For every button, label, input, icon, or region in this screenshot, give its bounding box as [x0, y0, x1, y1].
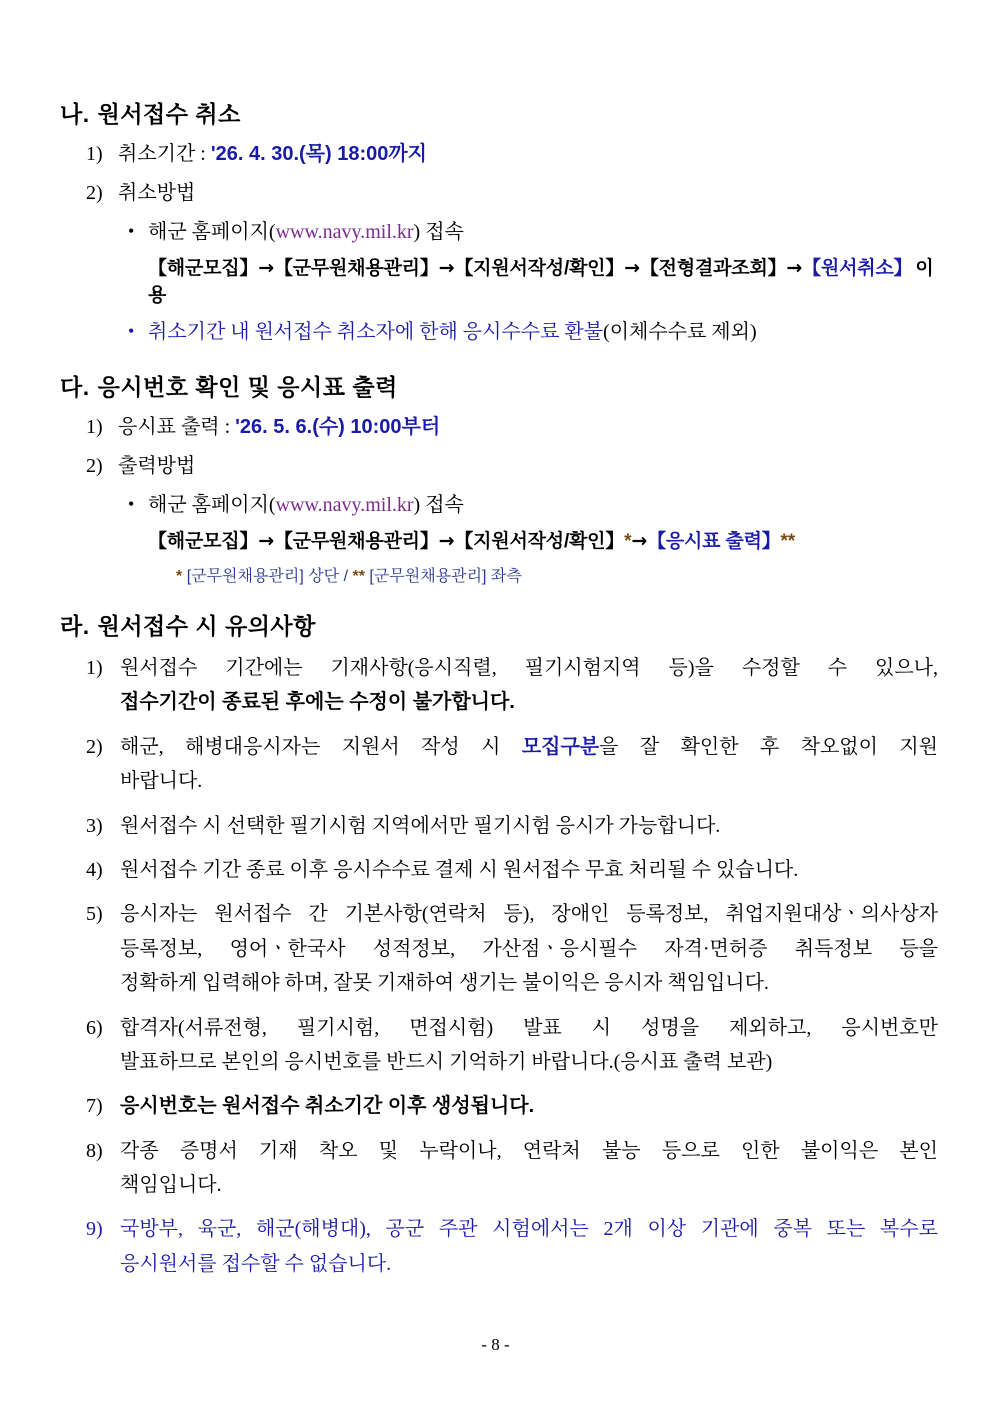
path-step: 【전형결과조회】 [639, 258, 787, 279]
arrow-icon: → [786, 257, 803, 279]
caution-line: 합격자(서류전형, 필기시험, 면접시험) 발표 시 성명을 제외하고, 응시번호만 [120, 1016, 938, 1039]
caution-line: 등록정보, 영어ㆍ한국사 성적정보, 가산점ㆍ응시필수 자격·면허증 취득정보 등을 [120, 937, 938, 960]
list-number: 1) [86, 143, 103, 165]
caution-line: 책임입니다. [120, 1174, 222, 1197]
path-step: 【군무원채용관리】 [273, 258, 439, 279]
footnote-marker-2: ** [780, 531, 795, 552]
navigation-path-ticket [58, 526, 938, 553]
section-title-ra: 원서접수 시 유의사항 [97, 613, 316, 639]
cancel-period-value: '26. 4. 30.(목) 18:00까지 [210, 143, 427, 165]
list-item-da-2 [58, 451, 938, 482]
cancel-period-label: 취소기간 : [118, 143, 211, 165]
caution-item-4 [58, 853, 938, 887]
bullet-dot-icon: • [128, 221, 135, 241]
homepage-pre: 해군 홈페이지( [148, 221, 276, 243]
list-number: 1) [86, 416, 103, 438]
footnote-star-2: ** [352, 568, 365, 585]
path-step-highlight: 【원서취소】 [802, 258, 913, 279]
section-lead-na: 나. [60, 101, 90, 127]
section-heading-ra [58, 608, 938, 641]
navy-homepage-link[interactable]: www.navy.mil.kr [275, 221, 414, 243]
caution-line [120, 730, 938, 764]
caution-body [120, 809, 938, 843]
bullet-dot-icon: • [128, 321, 135, 341]
bullet-dot-icon: • [128, 494, 135, 514]
path-step-highlight: 【응시표 출력】 [647, 531, 781, 552]
caution-body [120, 1011, 938, 1080]
caution-line: 응시원서를 접수할 수 없습니다. [120, 1252, 392, 1275]
list-number: 4) [86, 858, 103, 881]
list-number: 6) [86, 1016, 103, 1039]
caution-line: 바랍니다. [120, 770, 203, 793]
ticket-print-label: 응시표 출력 : [118, 416, 236, 438]
caution-body [120, 1134, 938, 1203]
list-number: 8) [86, 1139, 103, 1162]
caution-body [120, 1089, 938, 1123]
caution-item-9 [58, 1212, 938, 1281]
caution-item-3 [58, 809, 938, 843]
section-title-na: 원서접수 취소 [97, 101, 241, 127]
list-text [118, 139, 938, 170]
footnote-marker-1: * [624, 531, 632, 552]
list-item-na-1 [58, 139, 938, 170]
footnote-star-1: * [176, 568, 183, 585]
caution-line: 원서접수 기간 종료 이후 응시수수료 결제 시 원서접수 무효 처리될 수 있습니다. [120, 858, 799, 881]
caution-line-bold: 접수기간이 종료된 후에는 수정이 불가합니다. [120, 691, 515, 714]
caution-item-1 [58, 651, 938, 720]
caution-line: 각종 증명서 기재 착오 및 누락이나, 연락처 불능 등으로 인한 불이익은 본인 [120, 1139, 938, 1162]
footnote-line [58, 563, 938, 586]
section-heading-na [58, 96, 938, 129]
caution-body [120, 730, 938, 799]
caution-text-pre: 해군, 해병대응시자는 지원서 작성 시 [120, 735, 522, 758]
refund-text: 취소기간 내 원서접수 취소자에 한해 응시수수료 환불 [148, 321, 604, 343]
arrow-icon: → [438, 530, 455, 552]
caution-item-7 [58, 1089, 938, 1123]
path-step: 【지원서작성/확인】 [454, 258, 625, 279]
arrow-icon: → [438, 257, 455, 279]
section-lead-da: 다. [60, 374, 90, 400]
list-item-da-1 [58, 412, 938, 443]
bullet-text [148, 317, 938, 347]
arrow-icon: → [631, 530, 648, 552]
list-number: 2) [86, 735, 103, 758]
caution-line: 발표하므로 본인의 응시번호를 반드시 기억하기 바랍니다.(응시표 출력 보관) [120, 1050, 773, 1073]
list-number: 2) [86, 455, 103, 477]
homepage-pre: 해군 홈페이지( [148, 494, 276, 516]
caution-body [120, 651, 938, 720]
caution-text-post: 을 잘 확인한 후 착오없이 지원 [599, 735, 938, 758]
caution-item-8 [58, 1134, 938, 1203]
document-content [58, 96, 938, 1281]
refund-tail: (이체수수료 제외) [603, 321, 757, 343]
navy-homepage-link[interactable]: www.navy.mil.kr [275, 494, 414, 516]
list-text: 출력방법 [118, 455, 196, 477]
caution-line: 원서접수 시 선택한 필기시험 지역에서만 필기시험 응시가 가능합니다. [120, 814, 721, 837]
arrow-icon: → [258, 530, 274, 552]
list-text [118, 412, 938, 443]
list-item-na-2 [58, 178, 938, 209]
list-text: 취소방법 [118, 182, 196, 204]
bullet-text [148, 490, 938, 520]
list-number: 5) [86, 903, 103, 926]
navigation-path-cancel [58, 253, 938, 307]
bullet-na-refund [58, 317, 938, 347]
caution-body [120, 897, 938, 1000]
list-number: 9) [86, 1218, 103, 1241]
list-number: 2) [86, 182, 103, 204]
path-step: 【해군모집】 [148, 258, 259, 279]
caution-item-6 [58, 1011, 938, 1080]
path-step: 【군무원채용관리】 [273, 531, 439, 552]
arrow-icon: → [624, 257, 640, 279]
section-heading-da [58, 369, 938, 402]
caution-body [120, 853, 938, 887]
caution-item-5 [58, 897, 938, 1000]
homepage-post: ) 접속 [413, 494, 464, 516]
homepage-post: ) 접속 [413, 221, 464, 243]
caution-item-2 [58, 730, 938, 799]
caution-line-bold: 응시번호는 원서접수 취소기간 이후 생성됩니다. [120, 1095, 535, 1118]
caution-line: 원서접수 기간에는 기재사항(응시직렬, 필기시험지역 등)을 수정할 수 있으나, [120, 657, 938, 679]
ticket-print-value: '26. 5. 6.(수) 10:00부터 [235, 416, 441, 438]
arrow-icon: → [258, 257, 274, 279]
caution-line: 정확하게 입력해야 하며, 잘못 기재하여 생기는 불이익은 응시자 책임입니다. [120, 972, 769, 995]
footnote-separator: / [343, 568, 349, 585]
list-number: 1) [86, 657, 103, 679]
bullet-na-homepage [58, 217, 938, 247]
section-title-da: 응시번호 확인 및 응시표 출력 [97, 374, 398, 400]
caution-body [120, 1212, 938, 1281]
caution-line: 응시자는 원서접수 간 기본사항(연락처 등), 장애인 등록정보, 취업지원대상ㆍ의사상자 [120, 903, 938, 926]
list-number: 3) [86, 814, 103, 837]
path-step: 【해군모집】 [148, 531, 259, 552]
path-step: 【지원서작성/확인】 [454, 531, 625, 552]
footnote-text-2: [군무원채용관리] 좌측 [369, 568, 522, 585]
footnote-text-1: [군무원채용관리] 상단 [186, 568, 340, 585]
list-number: 7) [86, 1095, 103, 1118]
path-tail: 이용 [148, 258, 934, 306]
section-lead-ra: 라. [60, 613, 90, 639]
caution-line: 국방부, 육군, 해군(해병대), 공군 주관 시험에서는 2개 이상 기관에 중복 또는 복수로 [120, 1218, 938, 1241]
bullet-da-homepage [58, 490, 938, 520]
page-footer: - 8 - [481, 1335, 510, 1354]
caution-highlight: 모집구분 [521, 735, 600, 758]
bullet-text [148, 217, 938, 247]
